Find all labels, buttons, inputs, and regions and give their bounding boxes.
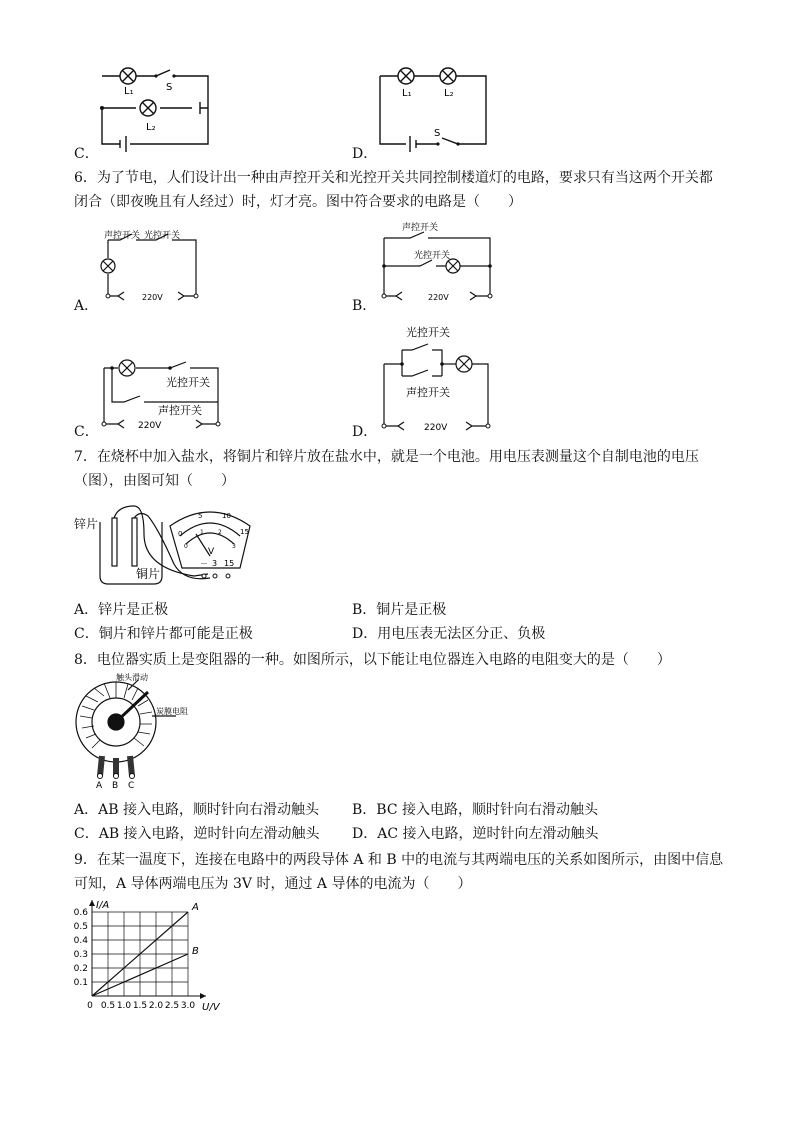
q5-circuit-c (96, 64, 216, 154)
q9-iv-chart (68, 900, 238, 1016)
q5c-l1-label: L₁ (124, 86, 134, 97)
q6d-light-label: 光控开关 (406, 326, 450, 339)
q6b-sound-label: 声控开关 (402, 223, 439, 233)
q8-option-d[interactable]: D．AC 接入电路，逆时针向左滑动触头 (352, 826, 599, 842)
q6c-voltage-label: 220V (138, 421, 162, 431)
q6-option-a[interactable]: A． (74, 298, 99, 314)
q7-option-a[interactable]: A．锌片是正极 (74, 602, 169, 618)
q5-circuit-d (376, 64, 496, 154)
q7-scale-top-15: 15 (240, 528, 249, 536)
q6b-light-label: 光控开关 (414, 251, 451, 261)
q7-scale-top-10: 10 (222, 512, 231, 520)
q6a-light-label: 光控开关 (144, 231, 181, 241)
q7-option-c[interactable]: C．铜片和锌片都可能是正极 (74, 626, 253, 642)
y-axis-arrow (89, 900, 95, 906)
q6a-voltage-label: 220V (142, 293, 163, 302)
y-tick-label-1: 0.2 (73, 964, 88, 974)
q5-option-c[interactable]: C． (74, 146, 99, 162)
q6-option-b[interactable]: B． (352, 298, 377, 314)
x-axis-arrow (200, 993, 206, 999)
q8-terminal-b: B (112, 781, 119, 791)
q6-stem-line1: 6．为了节电，人们设计出一种由声控开关和光控开关共同控制楼道灯的电路，要求只有当这两个开关都 (74, 170, 713, 186)
q5d-l1-label: L₁ (402, 88, 412, 99)
q6-option-c[interactable]: C． (74, 424, 99, 440)
q8-option-a[interactable]: A．AB 接入电路，顺时针向右滑动触头 (74, 802, 319, 818)
q8-stem-line1: 8．电位器实质上是变阻器的一种。如图所示，以下能让电位器连入电路的电阻变大的是（ ） (74, 652, 671, 668)
x-tick-label-1: 0.5 (100, 1001, 116, 1011)
q7-terminal-15: 15 (224, 559, 235, 568)
q7-copper-label: 铜片 (136, 567, 161, 581)
x-tick-label-4: 2.0 (148, 1001, 164, 1011)
q8-terminal-a: A (96, 781, 103, 791)
q7-scale-bottom-1: 1 (200, 529, 204, 536)
q8-potentiometer-figure (72, 673, 212, 791)
q6-circuit-b (380, 222, 500, 304)
q7-option-b[interactable]: B．铜片是正极 (352, 602, 447, 618)
q6b-voltage-label: 220V (428, 293, 449, 302)
q9-stem-line2: 可知，A 导体两端电压为 3V 时，通过 A 导体的电流为（ ） (74, 876, 472, 892)
x-tick-label-2: 1.0 (116, 1001, 132, 1011)
series-label-B: B (192, 946, 199, 957)
q7-battery-voltmeter-figure (74, 504, 274, 588)
q6-circuit-c (98, 356, 228, 432)
q6c-sound-label: 声控开关 (158, 404, 202, 417)
q8-option-b[interactable]: B．BC 接入电路，顺时针向右滑动触头 (352, 802, 598, 818)
q5d-s-label: S (434, 128, 441, 139)
x-tick-label-5: 2.5 (164, 1001, 180, 1011)
q6d-voltage-label: 220V (424, 423, 448, 433)
q7-stem-line2: （图），由图可知（ ） (74, 473, 235, 489)
q7-stem-line1: 7．在烧杯中加入盐水，将铜片和锌片放在盐水中，就是一个电池。用电压表测量这个自制电池的电压 (74, 449, 699, 465)
series-label-A: A (192, 902, 199, 913)
q7-option-d[interactable]: D．用电压表无法区分正、负极 (352, 626, 546, 642)
y-tick-label-0: 0.1 (73, 978, 88, 988)
q5c-l2-label: L₂ (146, 122, 156, 133)
q6-stem-line2: 闭合（即夜晚且有人经过）时，灯才亮。图中符合要求的电路是（ ） (74, 194, 522, 210)
y-tick-label-3: 0.4 (73, 936, 88, 946)
q6-circuit-d (380, 324, 500, 434)
y-axis-label: I/A (96, 900, 110, 911)
q8-film-label: 炭膜电阻 (156, 707, 188, 716)
q7-zinc-label: 锌片 (74, 517, 99, 531)
q6-option-d[interactable]: D． (352, 424, 378, 440)
q7-meter-unit: V (208, 547, 215, 557)
q7-scale-bottom-2: 2 (218, 529, 222, 536)
y-tick-label-2: 0.3 (73, 950, 88, 960)
q5-option-d[interactable]: D． (352, 146, 378, 162)
q6d-sound-label: 声控开关 (406, 386, 450, 399)
x-tick-label-6: 3.0 (180, 1001, 196, 1011)
y-tick-label-5: 0.6 (73, 908, 88, 918)
q7-scale-bottom-0: 0 (184, 543, 188, 550)
x-tick-label-3: 1.5 (132, 1001, 148, 1011)
q6c-light-label: 光控开关 (166, 376, 210, 389)
q8-slider-label: 触头滑动 (116, 673, 148, 682)
q5c-s-label: S (166, 82, 173, 93)
q8-terminal-c: C (128, 781, 135, 791)
q8-option-c[interactable]: C．AB 接入电路，逆时针向左滑动触头 (74, 826, 320, 842)
q6a-sound-label: 声控开关 (104, 231, 141, 241)
x-axis-label: U/V (202, 1002, 220, 1013)
q5d-l2-label: L₂ (444, 88, 454, 99)
y-tick-label-4: 0.5 (73, 922, 88, 932)
q7-scale-bottom-3: 3 (232, 543, 236, 550)
q7-scale-top-0: 0 (178, 530, 183, 538)
q7-scale-top-5: 5 (198, 512, 203, 520)
q9-stem-line1: 9．在某一温度下，连接在电路中的两段导体 A 和 B 中的电流与其两端电压的关系如图所示，由图中信息 (74, 852, 724, 868)
q7-terminal-neg: － (200, 559, 208, 568)
x-tick-label-0: 0 (87, 1001, 93, 1011)
q6-circuit-a (96, 228, 216, 304)
q7-terminal-3: 3 (212, 559, 218, 568)
